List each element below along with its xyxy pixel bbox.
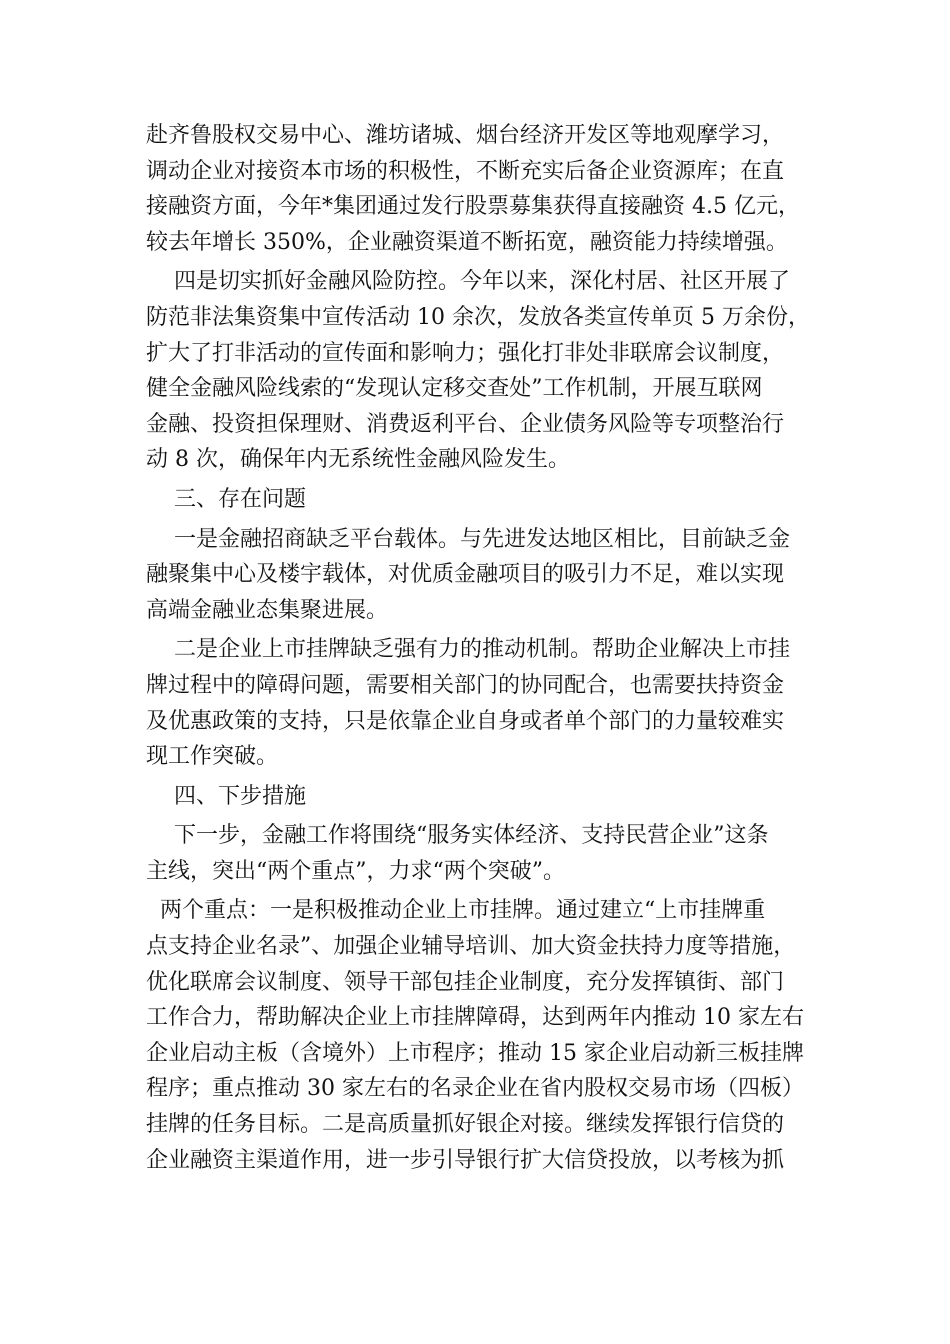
text-line: 程序；重点推动 30 家左右的名录企业在省内股权交易市场（四板）: [146, 1076, 804, 1102]
text-line: 两个重点：一是积极推动企业上市挂牌。通过建立“上市挂牌重: [146, 898, 766, 924]
paragraph: [146, 779, 826, 815]
document-body: [146, 118, 826, 1178]
paragraph: [146, 118, 826, 260]
text-line: 三、存在问题: [146, 486, 306, 512]
paragraph: [146, 893, 826, 1178]
text-line: 企业融资主渠道作用，进一步引导银行扩大信贷投放，以考核为抓: [146, 1147, 785, 1173]
text-line: 下一步，金融工作将围绕“服务实体经济、支持民营企业”这条: [146, 823, 769, 849]
text-line: 及优惠政策的支持，只是依靠企业自身或者单个部门的力量较难实: [146, 708, 785, 734]
text-line: 工作合力，帮助解决企业上市挂牌障碍，达到两年内推动 10 家左右: [146, 1005, 804, 1031]
text-line: 一是金融招商缺乏平台载体。与先进发达地区相比，目前缺乏金: [146, 526, 790, 552]
text-line: 优化联席会议制度、领导干部包挂企业制度，充分发挥镇街、部门: [146, 969, 785, 995]
text-line: 企业启动主板（含境外）上市程序；推动 15 家企业启动新三板挂牌: [146, 1040, 804, 1066]
text-line: 四、下步措施: [146, 783, 306, 809]
text-line: 调动企业对接资本市场的积极性，不断充实后备企业资源库；在直: [146, 158, 785, 184]
text-line: 主线，突出“两个重点”，力求“两个突破”。: [146, 858, 565, 884]
text-line: 赴齐鲁股权交易中心、潍坊诸城、烟台经济开发区等地观摩学习，: [146, 123, 785, 148]
text-line: 挂牌的任务目标。二是高质量抓好银企对接。继续发挥银行信贷的: [146, 1112, 785, 1138]
text-line: 高端金融业态集聚进展。: [146, 597, 389, 623]
text-line: 金融、投资担保理财、消费返利平台、企业债务风险等专项整治行: [146, 411, 785, 437]
text-line: 较去年增长 350%，企业融资渠道不断拓宽，融资能力持续增强。: [146, 229, 788, 255]
text-line: 扩大了打非活动的宣传面和影响力；强化打非处非联席会议制度，: [146, 340, 785, 366]
paragraph: [146, 264, 826, 478]
text-line: 防范非法集资集中宣传活动 10 余次，发放各类宣传单页 5 万余份，: [146, 304, 810, 330]
text-line: 四是切实抓好金融风险防控。今年以来，深化村居、社区开展了: [146, 269, 790, 295]
text-line: 现工作突破。: [146, 744, 279, 770]
paragraph: [146, 522, 826, 629]
text-line: 牌过程中的障碍问题，需要相关部门的协同配合，也需要扶持资金: [146, 672, 785, 698]
text-line: 接融资方面，今年*集团通过发行股票募集获得直接融资 4.5 亿元，: [146, 194, 800, 220]
paragraph: [146, 818, 826, 889]
text-line: 二是企业上市挂牌缺乏强有力的推动机制。帮助企业解决上市挂: [146, 637, 790, 663]
text-line: 点支持企业名录”、加强企业辅导培训、加大资金扶持力度等措施，: [146, 934, 796, 960]
text-line: 健全金融风险线索的“发现认定移交查处”工作机制，开展互联网: [146, 376, 763, 402]
text-line: 融聚集中心及楼宇载体，对优质金融项目的吸引力不足，难以实现: [146, 562, 785, 588]
paragraph: [146, 632, 826, 774]
text-line: 动 8 次，确保年内无系统性金融风险发生。: [146, 447, 570, 473]
paragraph: [146, 482, 826, 518]
